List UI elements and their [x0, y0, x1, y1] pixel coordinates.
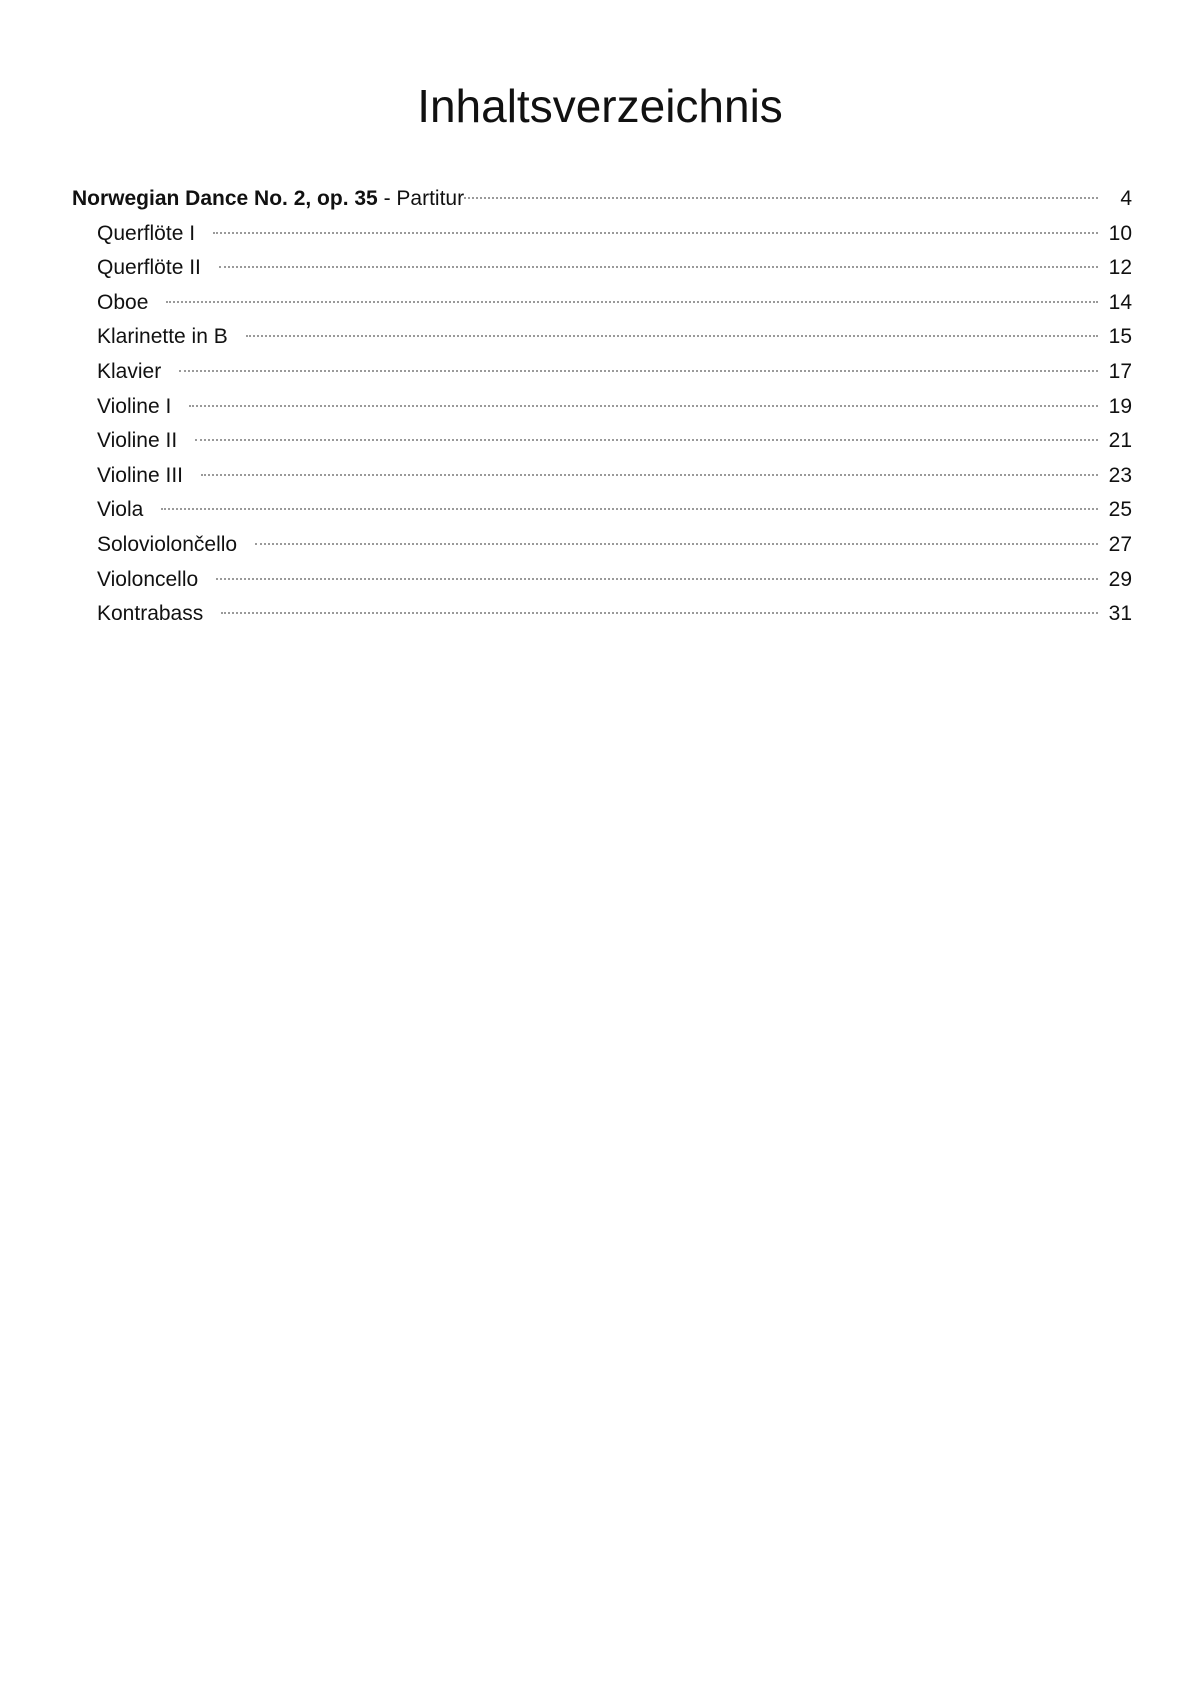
toc-entry-label: Querflöte II [97, 256, 201, 280]
toc-entry-label: Soloviolončello [97, 532, 238, 556]
toc-entry-label: Querflöte I [97, 221, 196, 245]
toc-entry-label: Klarinette in B [97, 325, 228, 349]
toc-entry-subtitle: - Partitur [377, 187, 465, 210]
toc-entry-part[interactable] [72, 390, 1132, 425]
toc-page-number: 21 [1108, 429, 1132, 453]
toc-page-number: 19 [1108, 394, 1132, 418]
toc-entry-label: Violoncello [97, 567, 199, 591]
toc-entry-main[interactable] [72, 182, 1132, 217]
toc-entry-label: Kontrabass [97, 602, 204, 626]
table-of-contents [72, 182, 1132, 632]
toc-page-number: 14 [1108, 290, 1132, 314]
toc-entry-part[interactable] [72, 251, 1132, 286]
dot-leader [213, 232, 1098, 234]
toc-entry-label: Viola [97, 498, 144, 522]
toc-page-number: 12 [1108, 256, 1132, 280]
toc-entry-title: Norwegian Dance No. 2, op. 35 [72, 187, 378, 210]
dot-leader [201, 474, 1098, 476]
toc-entry-part[interactable] [72, 424, 1132, 459]
dot-leader [216, 578, 1098, 580]
toc-page-number: 25 [1108, 498, 1132, 522]
toc-page-number: 29 [1108, 567, 1132, 591]
dot-leader [166, 301, 1098, 303]
toc-page-number: 17 [1108, 359, 1132, 383]
dot-leader [246, 335, 1098, 337]
toc-entry-label: Klavier [97, 359, 162, 383]
dot-leader [195, 439, 1098, 441]
toc-entry-part[interactable] [72, 355, 1132, 390]
dot-leader [464, 197, 1098, 199]
toc-entry-part[interactable] [72, 597, 1132, 632]
dot-leader [221, 612, 1098, 614]
toc-entry-part[interactable] [72, 528, 1132, 563]
toc-entry-label: Oboe [97, 290, 149, 314]
toc-entry-part[interactable] [72, 217, 1132, 252]
toc-page-number: 31 [1108, 602, 1132, 626]
toc-page-number: 10 [1108, 221, 1132, 245]
toc-entry-label [72, 182, 464, 217]
toc-entry-part[interactable] [72, 493, 1132, 528]
toc-page-number: 4 [1120, 187, 1132, 210]
toc-entry-part[interactable] [72, 563, 1132, 598]
toc-entry-part[interactable] [72, 286, 1132, 321]
page-title: Inhaltsverzeichnis [417, 80, 783, 132]
toc-entry-part[interactable] [72, 320, 1132, 355]
toc-entry-label: Violine III [97, 463, 183, 487]
dot-leader [189, 405, 1098, 407]
dot-leader [179, 370, 1098, 372]
toc-page-number: 23 [1108, 463, 1132, 487]
toc-page-number: 27 [1108, 532, 1132, 556]
toc-page-number: 15 [1108, 325, 1132, 349]
dot-leader [161, 508, 1098, 510]
toc-entry-part[interactable] [72, 459, 1132, 494]
dot-leader [219, 266, 1098, 268]
toc-entry-label: Violine II [97, 429, 178, 453]
dot-leader [255, 543, 1098, 545]
toc-entry-label: Violine I [97, 394, 172, 418]
